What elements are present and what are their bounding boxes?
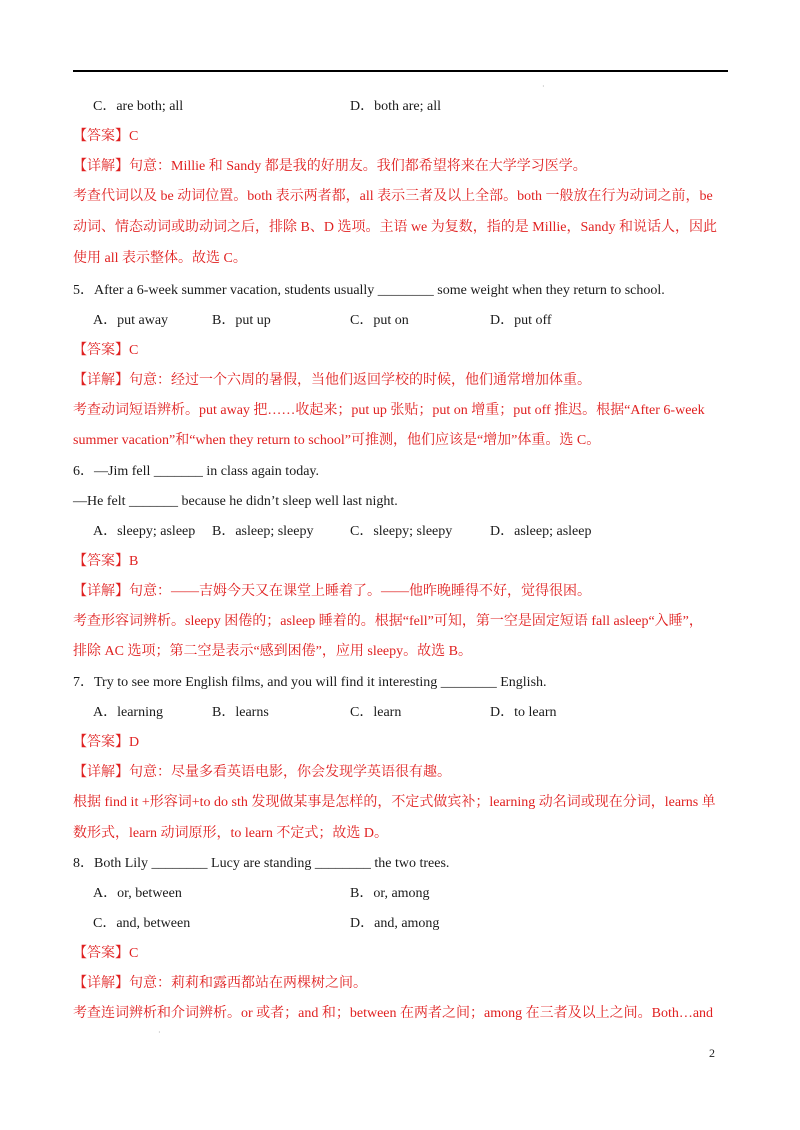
q4-explanation-line-1: 考查代词以及 be 动词位置。both 表示两者都，all 表示三者及以上全部。both 一般放在行为动词之前，be [73, 189, 713, 204]
q4-explanation-line-2: 动词、情态动词或助动词之后，排除 B、D 选项。主语 we 为复数，指的是 Millie，Sandy 和说话人，因此 [73, 220, 717, 235]
q8-option-c: C．and, between [93, 916, 191, 931]
q7-explanation-line-2: 数形式，learn 动词原形，to learn 不定式；故选 D。 [73, 826, 388, 841]
q5-stem: 5．After a 6-week summer vacation, students usually ________ some weight when they return to school. [73, 283, 665, 298]
q4-option-c: C．are both; all [93, 99, 184, 114]
q8-option-a: A．or, between [93, 886, 182, 901]
q7-option-d: D．to learn [490, 705, 557, 720]
q5-explanation-line-2: summer vacation”和“when they return to school”可推测，他们应该是“增加”体重。选 C。 [73, 433, 601, 448]
q5-option-b: B．put up [212, 313, 271, 328]
q8-detail: 【详解】句意：莉莉和露西都站在两棵树之间。 [73, 976, 367, 991]
q6-explanation-line-1: 考查形容词辨析。sleepy 困倦的；asleep 睡着的。根据“fell”可知，第一空是固定短语 fall asleep“入睡”， [73, 614, 703, 629]
q6-detail: 【详解】句意：——吉姆今天又在课堂上睡着了。——他昨晚睡得不好，觉得很困。 [73, 584, 591, 599]
q5-option-d: D．put off [490, 313, 552, 328]
q5-option-c: C．put on [350, 313, 409, 328]
page-number: 2 [709, 1046, 715, 1060]
q8-answer: 【答案】C [73, 946, 139, 961]
stray-dot: · [542, 82, 545, 91]
q4-answer: 【答案】C [73, 129, 139, 144]
q6-answer: 【答案】B [73, 554, 139, 569]
q7-detail: 【详解】句意：尽量多看英语电影，你会发现学英语很有趣。 [73, 765, 451, 780]
q7-option-b: B．learns [212, 705, 269, 720]
q7-option-c: C．learn [350, 705, 402, 720]
q6-stem-line-2: —He felt _______ because he didn’t sleep well last night. [73, 494, 398, 509]
header-rule [73, 70, 728, 72]
q6-option-b: B．asleep; sleepy [212, 524, 314, 539]
q8-option-b: B．or, among [350, 886, 430, 901]
q7-stem: 7．Try to see more English films, and you will find it interesting ________ English. [73, 675, 547, 690]
q5-explanation-line-1: 考查动词短语辨析。put away 把……收起来；put up 张贴；put on 增重；put off 推迟。根据“After 6-week [73, 403, 705, 418]
q4-detail: 【详解】句意：Millie 和 Sandy 都是我的好朋友。我们都希望将来在大学学习医学。 [73, 159, 587, 174]
q7-answer: 【答案】D [73, 735, 140, 750]
q6-option-c: C．sleepy; sleepy [350, 524, 453, 539]
q6-stem-line-1: 6．—Jim fell _______ in class again today. [73, 464, 319, 479]
q5-option-a: A．put away [93, 313, 169, 328]
q8-option-d: D．and, among [350, 916, 440, 931]
q6-option-a: A．sleepy; asleep [93, 524, 196, 539]
q5-detail: 【详解】句意：经过一个六周的暑假，当他们返回学校的时候，他们通常增加体重。 [73, 373, 591, 388]
q4-explanation-line-3: 使用 all 表示整体。故选 C。 [73, 251, 247, 266]
stray-dot: · [158, 1028, 161, 1037]
q8-stem: 8．Both Lily ________ Lucy are standing ________ the two trees. [73, 856, 450, 871]
q8-explanation-line-1: 考查连词辨析和介词辨析。or 或者；and 和；between 在两者之间；among 在三者及以上之间。Both…and [73, 1006, 714, 1021]
q6-explanation-line-2: 排除 AC 选项；第二空是表示“感到困倦”，应用 sleepy。故选 B。 [73, 644, 472, 659]
q6-option-d: D．asleep; asleep [490, 524, 592, 539]
q7-option-a: A．learning [93, 705, 163, 720]
q7-explanation-line-1: 根据 find it +形容词+to do sth 发现做某事是怎样的，不定式做宾补；learning 动名词或现在分词，learns 单 [73, 795, 716, 810]
q4-option-d: D．both are; all [350, 99, 441, 114]
q5-answer: 【答案】C [73, 343, 139, 358]
